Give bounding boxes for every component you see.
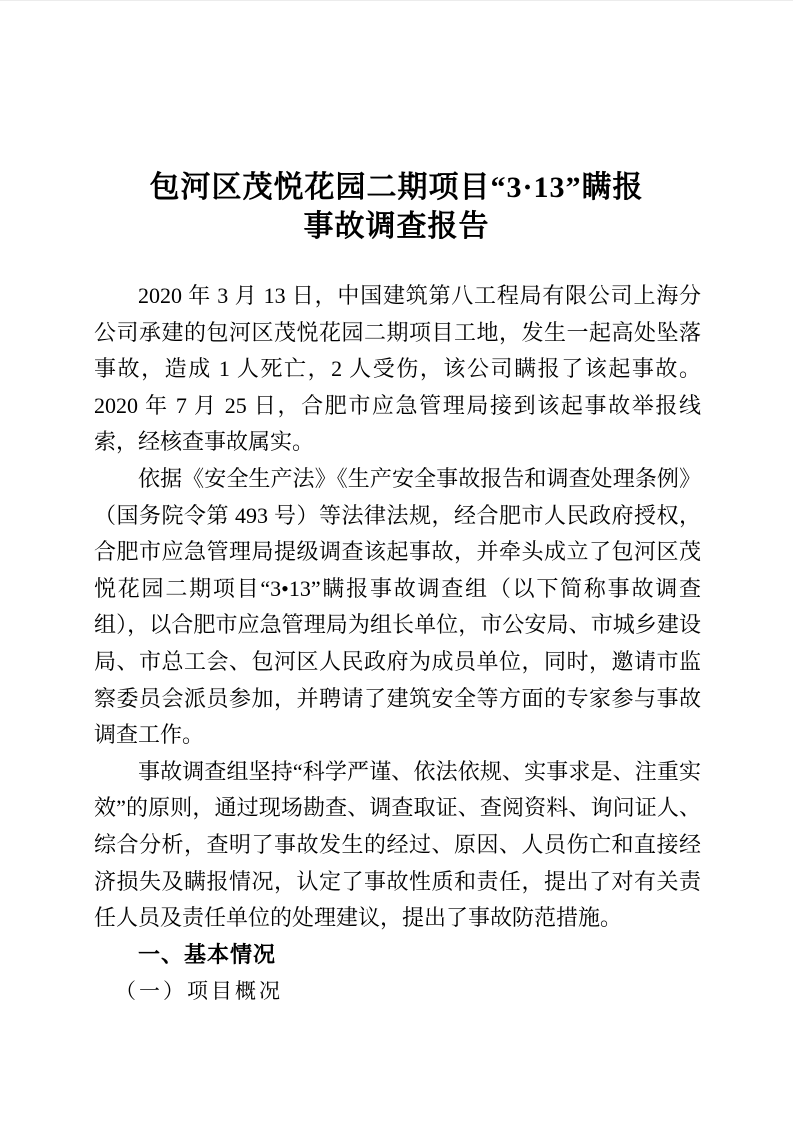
paragraph-incident-summary: 2020 年 3 月 13 日，中国建筑第八工程局有限公司上海分公司承建的包河区茂悦花园二期项目工地，发生一起高处坠落事故，造成 1 人死亡，2 人受伤，该公司瞒报了该起事故。2020 年 7 月 25 日，合肥市应急管理局接到该起事故举报线索，经核查事故属实。 [94,283,701,455]
paragraph-investigation-basis: 依据《安全生产法》《生产安全事故报告和调查处理条例》（国务院令第 493 号）等法律法规，经合肥市人民政府授权，合肥市应急管理局提级调查该起事故，并牵头成立了包河区茂悦花园二期项目“3•13”瞒报事故调查组（以下简称事故调查组），以合肥市应急管理局为组长单位，市公安局、市城乡建设局、市总工会、包河区人民政府为成员单位，同时，邀请市监察委员会派员参加，并聘请了建筑安全等方面的专家参与事故调查工作。 [94,465,701,748]
document-body [94,278,701,1010]
document-title-line-2: 事故调查报告 [303,210,490,243]
document-title-line-1: 包河区茂悦花园二期项目“3·13”瞒报 [149,171,644,204]
paragraph-investigation-principles: 事故调查组坚持“科学严谨、依法依规、实事求是、注重实效”的原则，通过现场勘查、调查取证、查阅资料、询问证人、综合分析，查明了事故发生的经过、原因、人员伤亡和直接经济损失及瞒报情况，认定了事故性质和责任，提出了对有关责任人员及责任单位的处理建议，提出了事故防范措施。 [94,758,701,931]
document-title [60,168,733,246]
sub-heading-project-overview: （一）项目概况 [115,979,283,1004]
section-heading-basic-situation: 一、基本情况 [138,941,277,967]
